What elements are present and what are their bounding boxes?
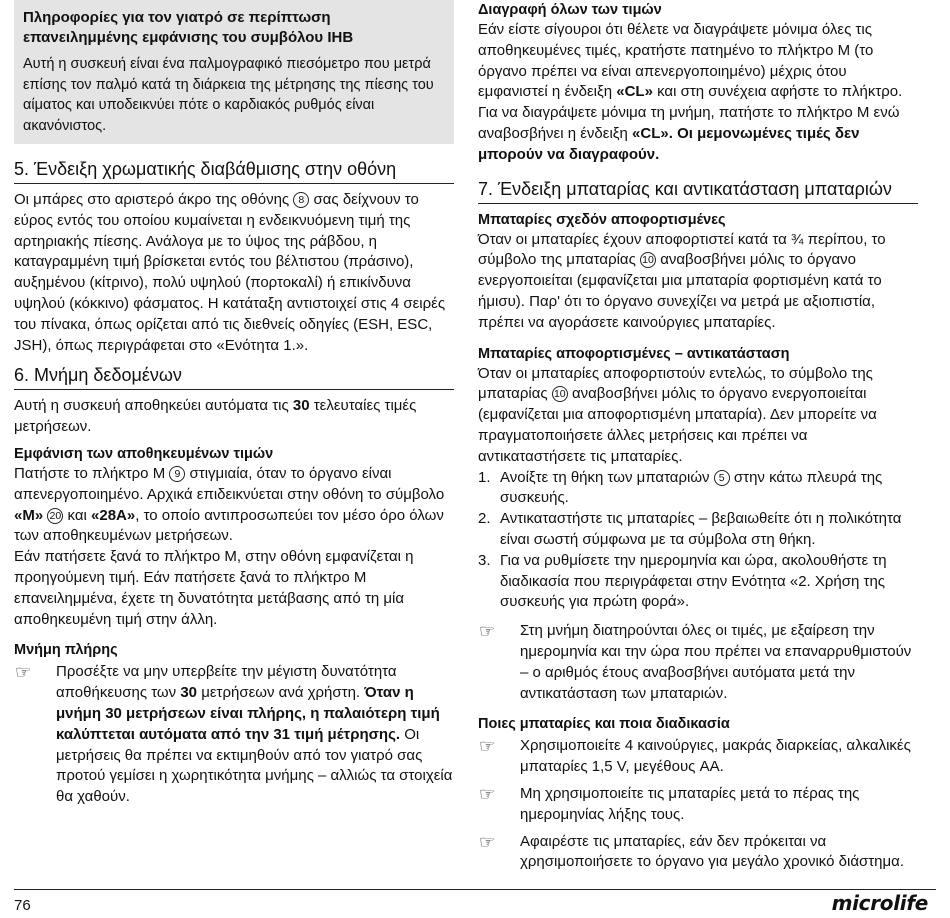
section-5-heading: 5. Ένδειξη χρωματικής διαβάθμισης στην οθόνη — [14, 158, 454, 184]
batteries-flat-text — [478, 364, 918, 468]
text-span: Πατήστε το πλήκτρο M — [14, 464, 166, 482]
pointing-hand-icon: ☞ — [15, 662, 32, 683]
text-span: μετρήσεων ανά χρήστη. — [201, 684, 361, 702]
page-number: 76 — [14, 897, 31, 914]
bold-text: «CL» — [616, 83, 653, 101]
step-text: Αντικαταστήστε τις μπαταρίες – βεβαιωθείτε ότι η πολικότητα είναι σωστή σύμφωνα με τα σύμβολα στη θήκη. — [500, 510, 902, 548]
delete-all-subheading: Διαγραφή όλων των τιμών — [478, 2, 662, 18]
list-item — [478, 509, 918, 551]
left-column — [14, 0, 454, 808]
battery-note — [478, 736, 918, 778]
delete-all-text — [478, 20, 918, 166]
note-text — [56, 662, 454, 808]
reference-number: 8 — [293, 192, 309, 208]
text-span: Προσέξτε να μην υπερβείτε την μέγιστη δυνατότητα αποθήκευσης των — [56, 663, 397, 702]
section-6-intro — [14, 396, 454, 438]
text-span: τελευταίες τιμές μετρήσεων. — [14, 397, 417, 436]
stored-values-subheading: Εμφάνιση των αποθηκευμένων τιμών — [14, 445, 274, 462]
text-span: Αυτή η συσκευή αποθηκεύει αυτόματα τις — [14, 397, 289, 415]
doctor-info-box — [14, 0, 454, 144]
step-text: Για να ρυθμίσετε την ημερομηνία και ώρα, ακολουθήστε τη διαδικασία που περιγράφεται στην Ενότητα «2. Χρήση της συσκευής για πρώτη φορά». — [500, 551, 887, 611]
bold-text: Όταν η μνήμη 30 μετρήσεων είναι πλήρης, η παλαιότερη τιμή καλύπτεται αυτόματα από την 31 τιμή μέτρησης. — [56, 684, 440, 743]
text-span: Όταν οι μπαταρίες έχουν αποφορτιστεί κατά τα ¾ περίπου, το σύμβολο της μπαταρίας — [478, 230, 886, 269]
pointing-hand-icon: ☞ — [479, 621, 496, 642]
bold-text: Οι μεμονωμένες τιμές δεν μπορούν να διαγραφούν. — [478, 124, 860, 163]
note-text: Στη μνήμη διατηρούνται όλες οι τιμές, με εξαίρεση την ημερομηνία και την ώρα που πρέπει να επαναρρυθμιστούν – ο αριθμός έτους αναβοσβήνει αυτόματα μετά την αντικατάσταση των μπαταριών. — [520, 622, 912, 702]
stored-values-text-2: Εάν πατήσετε ξανά το πλήκτρο M, στην οθόνη εμφανίζεται η προηγούμενη τιμή. Εάν πατήσετε ξανά το πλήκτρο M επανειλημμένα, έχετε τη δυνατότητα μετάβασης από τη μία αποθηκευμένη τιμή στην άλλη. — [14, 548, 414, 628]
text-span: αναβοσβήνει μόλις το όργανο ενεργοποιείται (εμφανίζεται μια μπαταρία φορτισμένη κατά το ήμισυ). Παρ' ότι το όργανο συνεχίζει να μετρά με αξιοπιστία, πρέπει να αγοράσετε καινούργιες μπαταρίες. — [478, 251, 882, 331]
text-span: Όταν οι μπαταρίες αποφορτιστούν εντελώς, το σύμβολο της μπαταρίας — [478, 364, 873, 403]
memory-full-note — [14, 662, 454, 808]
step-number: 1. — [478, 468, 491, 486]
reference-number: 10 — [640, 252, 656, 268]
text-span: Εάν είστε σίγουροι ότι θέλετε να διαγράψετε μόνιμα όλες τις αποθηκευμένες τιμές, κρατήστε πατημένο το πλήκτρο M (το όργανο πρέπει να είναι απενεργοποιημένο) μέχρις ότου εμφανιστεί η ένδειξη — [478, 21, 874, 101]
list-item — [478, 468, 918, 510]
info-box-title: Πληροφορίες για τον γιατρό σε περίπτωση επανειλημμένης εμφάνισης του συμβόλου IHB — [23, 9, 354, 46]
memory-full-subheading: Μνήμη πλήρης — [14, 642, 118, 659]
section-5-text — [14, 190, 454, 356]
right-column — [478, 0, 918, 873]
bold-text: «CL». — [632, 124, 673, 142]
info-box-body: Αυτή η συσκευή είναι ένα παλμογραφικό πιεσόμετρο που μετρά επίσης τον παλμό κατά τη διάρκεια της μέτρησης της πίεσης του αίματος και υποδεικνύει πότε ο καρδιακός ρυθμός είναι ακανόνιστος. — [23, 56, 434, 134]
which-batteries-subheading: Ποιες μπαταρίες και ποια διαδικασία — [478, 716, 730, 733]
text-span: Ανοίξτε τη θήκη των μπαταριών — [500, 468, 710, 486]
brand-logo: microlife — [831, 891, 928, 915]
text-span: , το οποίο αντιπροσωπεύει τον μέσο όρο όλων των αποθηκευμένων μετρήσεων. — [14, 506, 444, 545]
text-span: στιγμιαία, όταν το όργανο είναι απενεργοποιημένο. Αρχικά επιδεικνύεται στην οθόνη το σύμβολο — [14, 464, 445, 503]
step-text — [500, 468, 918, 510]
list-item — [478, 551, 918, 613]
pointing-hand-icon: ☞ — [479, 831, 496, 852]
replacement-steps — [478, 468, 918, 614]
text-span: σας δείχνουν το εύρος εντός του οποίου κυμαίνεται η ενδεικνυόμενη τιμή της αρτηριακής πίεσης. Ανάλογα με το ύψος της ράβδου, η καταγραμμένη τιμή βρίσκεται εντός του βέλτιστου (πράσινο), αυξημένου (κίτρινο), πολύ υψηλού (πορτοκαλί) ή επικίνδυνα υψηλού (κόκκινο) φάσματος. Η κατάταξη αντιστοιχεί στις 4 σειρές του πίνακα, όπως ορίζεται από τις διεθνείς οδηγίες (ESH, ESC, JSH), όπως περιγράφεται στο «Ενότητα 1.». — [14, 191, 446, 354]
reference-number: 9 — [169, 466, 185, 482]
section-6-heading: 6. Μνήμη δεδομένων — [14, 364, 454, 390]
note-text: Αφαιρέστε τις μπαταρίες, εάν δεν πρόκειται να χρησιμοποιήσετε το όργανο για μεγάλο χρονικό διάστημα. — [520, 832, 904, 871]
batteries-flat-subheading: Μπαταρίες αποφορτισμένες – αντικατάσταση — [478, 345, 790, 362]
bold-text: «28A» — [91, 506, 136, 524]
text-span: και στη συνέχεια αφήστε το πλήκτρο. Για να διαγράψετε μόνιμα τη μνήμη, πατήστε το πλήκτρο M ενώ αναβοσβήνει η ένδειξη — [478, 83, 903, 142]
pointing-hand-icon: ☞ — [479, 736, 496, 757]
text-span: και — [67, 506, 87, 524]
reference-number: 10 — [552, 386, 568, 402]
note-text: Χρησιμοποιείτε 4 καινούργιες, μακράς διαρκείας, αλκαλικές μπαταρίες 1,5 V, μεγέθους AA. — [520, 737, 911, 776]
bold-text: «M» — [14, 506, 44, 524]
section-7-heading: 7. Ένδειξη μπαταρίας και αντικατάσταση μπαταριών — [478, 178, 918, 204]
step-number: 2. — [478, 510, 491, 528]
batteries-low-subheading: Μπαταρίες σχεδόν αποφορτισμένες — [478, 211, 726, 228]
stored-values-text — [14, 464, 454, 547]
battery-note — [478, 832, 918, 874]
note-text: Μη χρησιμοποιείτε τις μπαταρίες μετά το πέρας της ημερομηνίας λήξης τους. — [520, 784, 860, 823]
reference-number: 5 — [714, 470, 730, 486]
pointing-hand-icon: ☞ — [479, 783, 496, 804]
memory-retained-note — [478, 621, 918, 704]
text-span: Οι μετρήσεις θα πρέπει να εκτιμηθούν από τον γιατρό σας προτού γεμίσει η χωρητικότητα μνήμης – αλλιώς τα στοιχεία θα χαθούν. — [56, 725, 453, 806]
text-span: στην κάτω πλευρά της συσκευής. — [500, 468, 883, 507]
reference-number: 20 — [47, 508, 63, 524]
bold-text: 30 — [180, 684, 198, 702]
text-span: αναβοσβήνει μόλις το όργανο ενεργοποιείται (εμφανίζεται μια αποφορτισμένη μπαταρία). Δεν μπορείτε να πραγματοποιήσετε άλλες μετρήσεις και πρέπει να αντικαταστήσετε τις μπαταρίες. — [478, 385, 877, 465]
text-span: Οι μπάρες στο αριστερό άκρο της οθόνης — [14, 191, 290, 208]
battery-note — [478, 784, 918, 826]
batteries-low-text — [478, 230, 918, 334]
step-number: 3. — [478, 551, 491, 569]
bold-text: 30 — [292, 397, 310, 415]
footer-divider — [14, 889, 936, 890]
